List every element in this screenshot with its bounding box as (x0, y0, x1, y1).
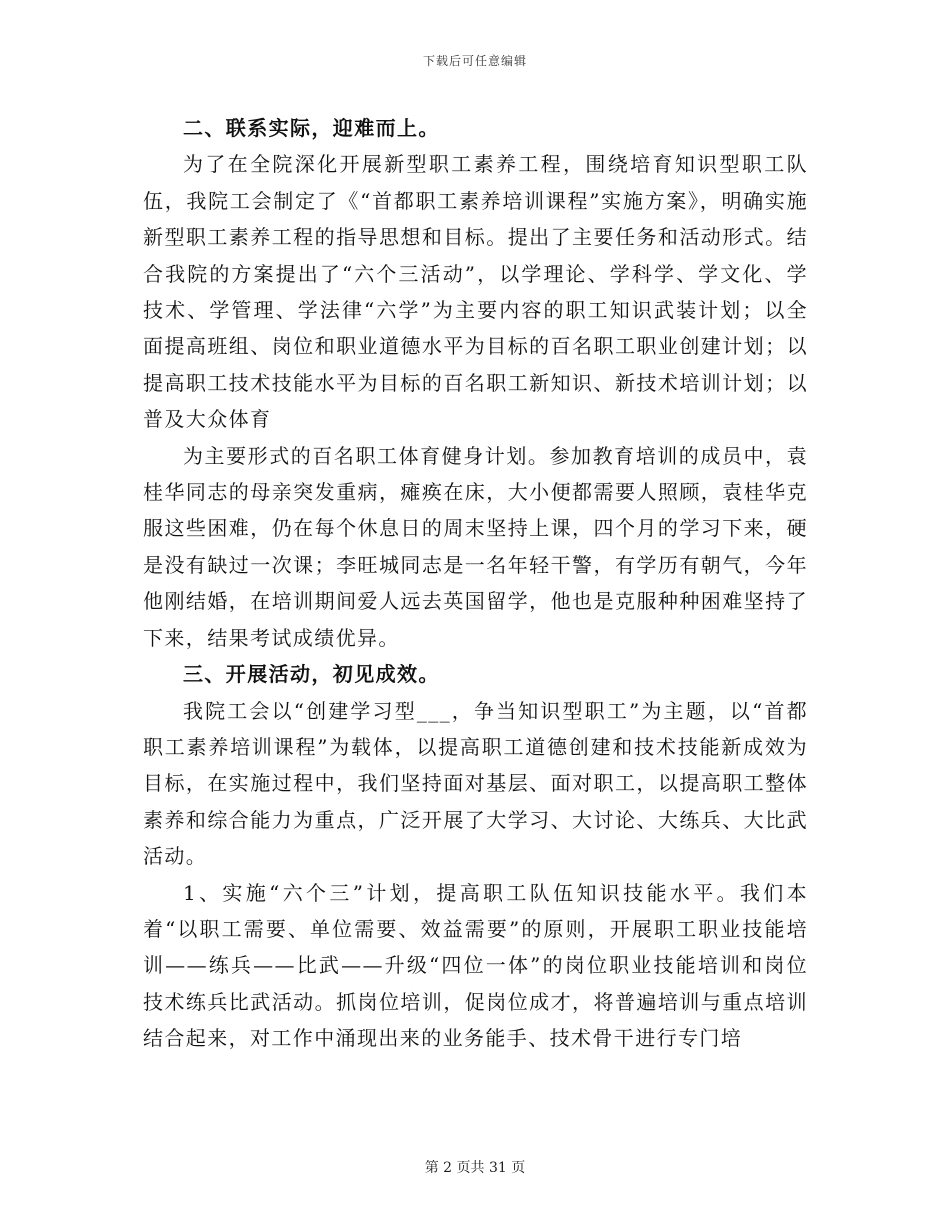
document-body (143, 110, 808, 1057)
section-heading: 二、联系实际，迎难而上。 (183, 116, 440, 140)
page-header: 下载后可任意编辑 (422, 54, 527, 68)
page-footer: 第 2 页共 31 页 (424, 1160, 526, 1176)
body-paragraph: 为主要形式的百名职工体育健身计划。参加教育培训的成员中，袁桂华同志的母亲突发重病，瘫痪在床，大小便都需要人照顾，袁桂华克服这些困难，仍在每个休息日的周末坚持上课，四个月的学习下来，硬是没有缺过一次课；李旺城同志是一名年轻干警，有学历有朝气，今年他刚结婚，在培训期间爱人远去英国留学，他也是克服种种困难坚持了下来，结果考试成绩优异。 (143, 443, 808, 650)
body-paragraph: 1、实施“六个三”计划，提高职工队伍知识技能水平。我们本着“以职工需要、单位需要、效益需要”的原则，开展职工职业技能培训——练兵——比武——升级“四位一体”的岗位职业技能培训和岗位技术练兵比武活动。抓岗位培训，促岗位成才，将普遍培训与重点培训结合起来，对工作中涌现出来的业务能手、技术骨干进行专门培 (143, 880, 808, 1051)
body-paragraph: 为了在全院深化开展新型职工素养工程，围绕培育知识型职工队伍，我院工会制定了《“首都职工素养培训课程”实施方案》，明确实施新型职工素养工程的指导思想和目标。提出了主要任务和活动形式。结合我院的方案提出了“六个三活动”，以学理论、学科学、学文化、学技术、学管理、学法律“六学”为主要内容的职工知识武装计划；以全面提高班组、岗位和职业道德水平为目标的百名职工职业创建计划；以提高职工技术技能水平为目标的百名职工新知识、新技术培训计划；以普及大众体育 (143, 152, 808, 432)
body-paragraph: 我院工会以“创建学习型___，争当知识型职工”为主题，以“首都职工素养培训课程”为载体，以提高职工道德创建和技术技能新成效为目标，在实施过程中，我们坚持面对基层、面对职工，以提高职工整体素养和综合能力为重点，广泛开展了大学习、大讨论、大练兵、大比武活动。 (143, 698, 808, 869)
section-heading: 三、开展活动，初见成效。 (183, 662, 440, 687)
